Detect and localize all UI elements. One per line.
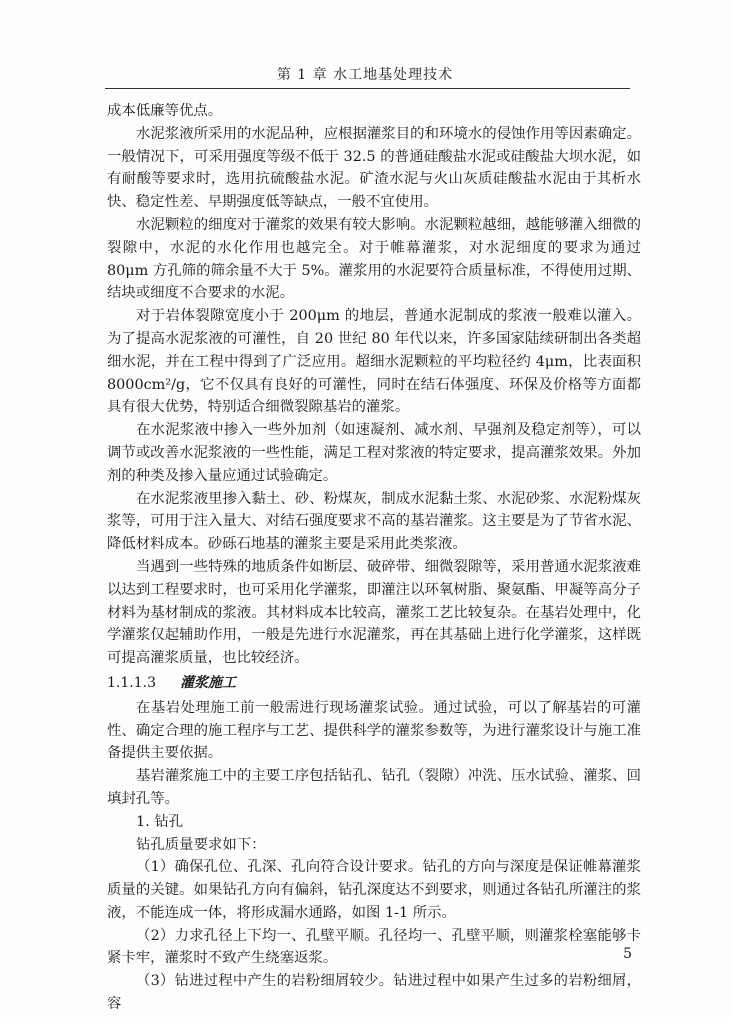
paragraph: 基岩灌浆施工中的主要工序包括钻孔、钻孔（裂隙）冲洗、压水试验、灌浆、回填封孔等。 [107,768,641,807]
section-number: 1.1.1.3 [107,674,156,691]
paragraph: 水泥颗粒的细度对于灌浆的效果有较大影响。水泥颗粒越细，越能够灌入细微的裂隙中，水泥的水化作用也越完全。对于帷幕灌浆，对水泥细度的要求为通过 80μm 方孔筛的筛余量不大于 5%。灌浆用的水泥要符合质量标准，不得使用过期、结块或细度不合要求的水泥。 [107,216,641,302]
paragraph: 在基岩处理施工前一般需进行现场灌浆试验。通过试验，可以了解基岩的可灌性、确定合理的施工程序与工艺、提供科学的灌浆参数等，为进行灌浆设计与施工准备提供主要依据。 [107,699,641,762]
paragraph: 钻孔质量要求如下： [136,836,266,853]
list-item: （2）力求孔径上下均一、孔壁平顺。孔径均一、孔壁平顺，则灌浆栓塞能够卡紧卡牢，灌浆时不致产生绕塞返浆。 [107,927,641,967]
list-item: （3）钻进过程中产生的岩粉细屑较少。钻进过程中如果产生过多的岩粉细屑，容 [107,973,641,1013]
body-text [107,100,641,1016]
section-heading [107,670,641,697]
section-title: 灌浆施工 [179,674,236,691]
page-number: 5 [623,946,632,962]
paragraph: 成本低廉等优点。 [107,103,223,119]
paragraph: 在水泥浆液中掺入一些外加剂（如速凝剂、减水剂、早强剂及稳定剂等），可以调节或改善水泥浆液的一些性能，满足工程对浆液的特定要求，提高灌浆效果。外加剂的种类及掺入量应通过试验确定。 [107,422,641,484]
paragraph: 在水泥浆液里掺入黏土、砂、粉煤灰，制成水泥黏土浆、水泥砂浆、水泥粉煤灰浆等，可用于注入量大、对结石强度要求不高的基岩灌浆。这主要是为了节省水泥、降低材料成本。砂砾石地基的灌浆主要是采用此类浆液。 [107,490,641,553]
list-item: （1）确保孔位、孔深、孔向符合设计要求。钻孔的方向与深度是保证帷幕灌浆质量的关键。如果钻孔方向有偏斜，钻孔深度达不到要求，则通过各钻孔所灌注的浆液，不能连成一体，将形成漏水通路，如图 1-1 所示。 [107,859,641,921]
paragraph: 对于岩体裂隙宽度小于 200μm 的地层，普通水泥制成的浆液一般难以灌入。为了提高水泥浆液的可灌性，自 20 世纪 80 年代以来，许多国家陆续研制出各类超细水泥，并在工程中得到了广泛应用。超细水泥颗粒的平均粒径约 4μm，比表面积 8000cm²/g，它不仅具有良好的可灌性，同时在结石体强度、环保及价格等方面都具有很大优势，特别适合细微裂隙基岩的灌浆。 [107,308,641,416]
header-rule [105,88,630,89]
subheading: 1. 钻孔 [136,813,184,830]
running-header: 第 1 章 水工地基处理技术 [276,67,454,83]
paragraph: 当遇到一些特殊的地质条件如断层、破碎带、细微裂隙等，采用普通水泥浆液难以达到工程要求时，也可采用化学灌浆，即灌注以环氧树脂、聚氨酯、甲凝等高分子材料为基材制成的浆液。其材料成本比较高，灌浆工艺比较复杂。在基岩处理中，化学灌浆仅起辅助作用，一般是先进行水泥灌浆，再在其基础上进行化学灌浆，这样既可提高灌浆质量，也比较经济。 [107,558,641,667]
paragraph: 水泥浆液所采用的水泥品种，应根据灌浆目的和环境水的侵蚀作用等因素确定。一般情况下，可采用强度等级不低于 32.5 的普通硅酸盐水泥或硅酸盐大坝水泥，如有耐酸等要求时，选用抗硫酸盐水泥。矿渣水泥与火山灰质硅酸盐水泥由于其析水快、稳定性差、早期强度低等缺点，一般不宜使用。 [107,125,641,211]
